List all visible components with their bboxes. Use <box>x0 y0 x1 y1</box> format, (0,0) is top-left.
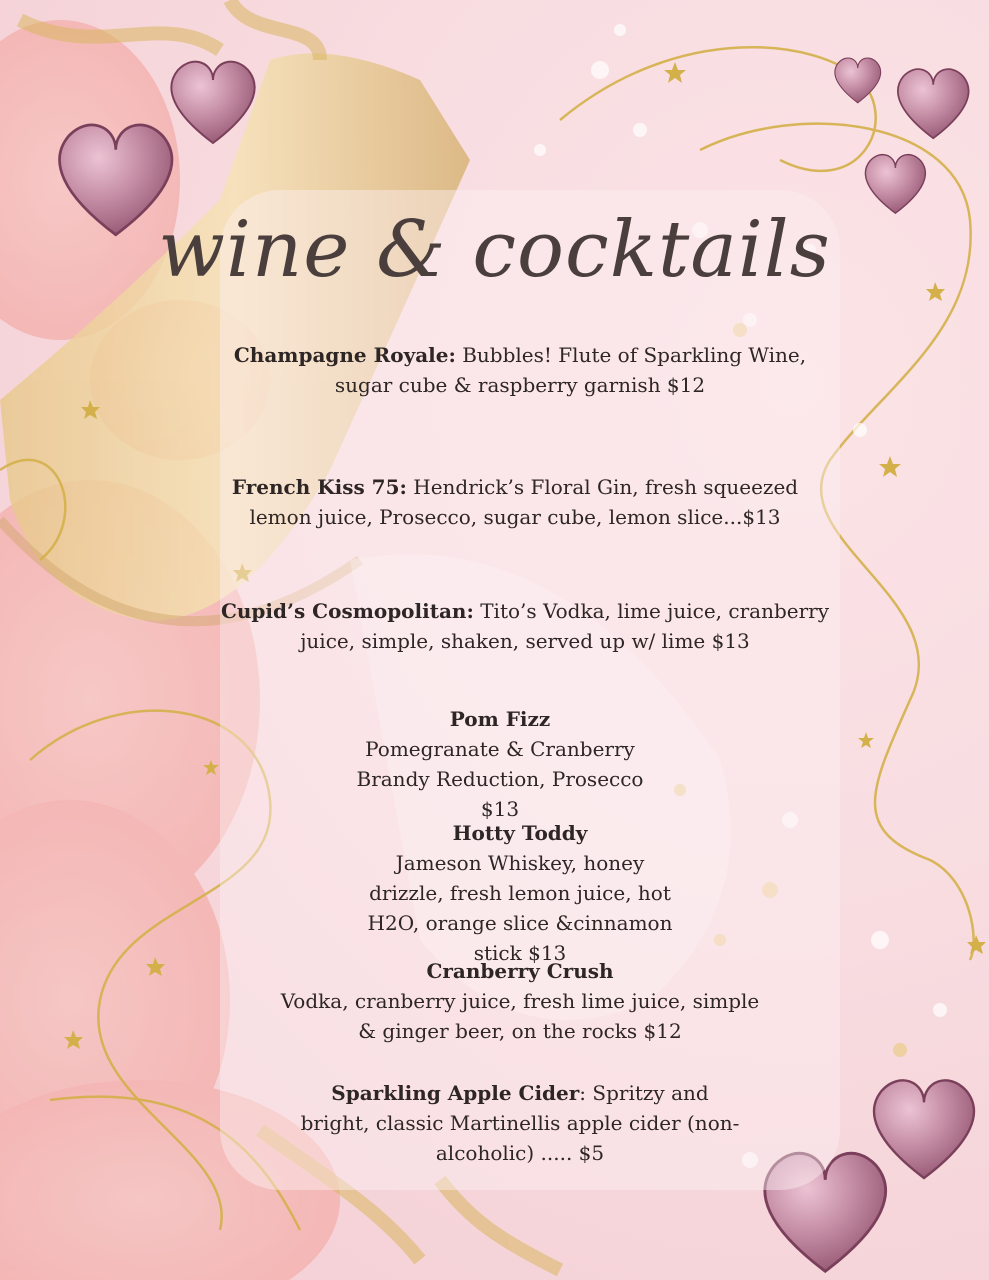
item-name: Pom Fizz <box>449 707 551 731</box>
item-name: Cranberry Crush <box>426 959 614 983</box>
item-name: French Kiss 75: <box>231 475 407 499</box>
item-description: Pomegranate & Cranberry Brandy Reduction, Prosecco $13 <box>356 737 644 821</box>
menu-item <box>210 1078 830 1168</box>
menu-item <box>205 596 845 656</box>
menu-item <box>210 340 830 400</box>
item-description: : Spritzy and bright, classic Martinellis apple cider (non-alcoholic) ..... $5 <box>300 1081 740 1165</box>
item-description: Jameson Whiskey, honey drizzle, fresh lemon juice, hot H2O, orange slice &cinnamon stick $13 <box>367 851 673 965</box>
item-description: Bubbles! Flute of Sparkling Wine, sugar cube & raspberry garnish $12 <box>334 343 807 397</box>
item-name: Hotty Toddy <box>452 821 588 845</box>
item-name: Cupid’s Cosmopolitan: <box>220 599 474 623</box>
item-name: Champagne Royale: <box>233 343 456 367</box>
item-name: Sparkling Apple Cider <box>331 1081 580 1105</box>
menu-title: wine & cocktails <box>158 205 831 295</box>
menu-item <box>205 472 825 532</box>
menu-item <box>190 704 810 824</box>
menu-item <box>210 818 830 968</box>
item-description: Hendrick’s Floral Gin, fresh squeezed lemon juice, Prosecco, sugar cube, lemon slice...$13 <box>249 475 799 529</box>
item-description: Vodka, cranberry juice, fresh lime juice, simple & ginger beer, on the rocks $12 <box>280 989 760 1043</box>
menu-item <box>210 956 830 1046</box>
item-description: Tito’s Vodka, lime juice, cranberry juice, simple, shaken, served up w/ lime $13 <box>300 599 830 653</box>
